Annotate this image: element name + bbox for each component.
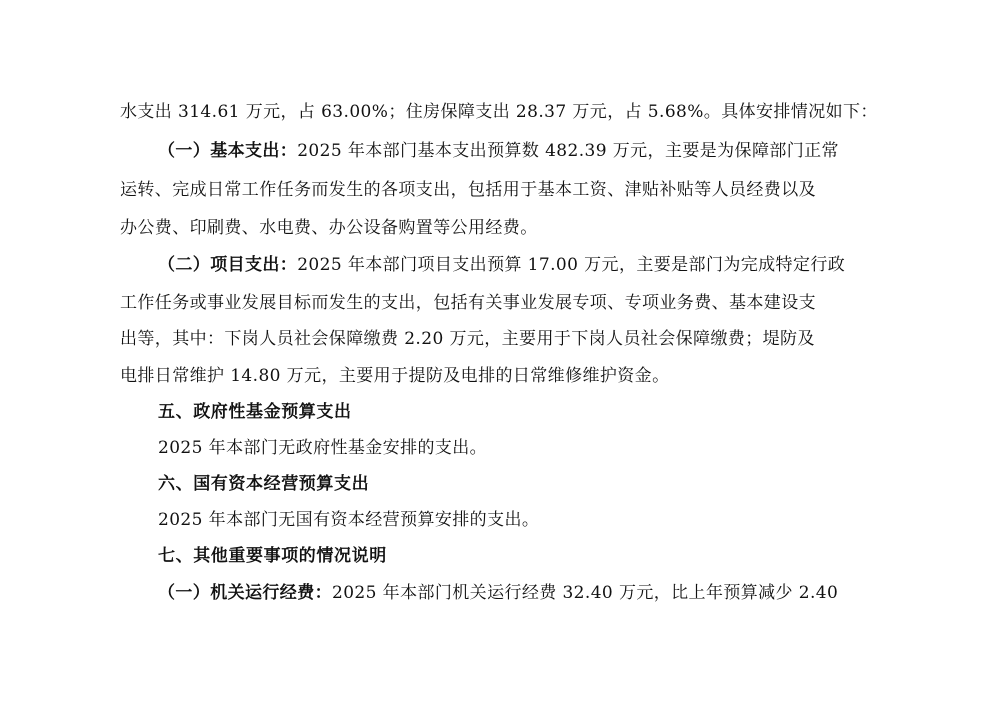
paragraph-line: 办公费、印刷费、水电费、办公设备购置等公用经费。 [120,218,538,238]
section-heading-government-fund: 五、政府性基金预算支出 [158,402,352,422]
paragraph-text: 2025 年本部门项目支出预算 17.00 万元，主要是部门为完成特定行政 [297,255,846,275]
paragraph-basic-expenditure [158,136,880,166]
paragraph-line: 电排日常维护 14.80 万元，主要用于提防及电排的日常维修维护资金。 [120,366,670,386]
paragraph-text: 2025 年本部门机关运行经费 32.40 万元，比上年预算减少 2.40 [332,583,839,603]
paragraph-line: 水支出 314.61 万元，占 63.00%；住房保障支出 28.37 万元，占 5.68%。具体安排情况如下： [120,102,878,122]
section-lead-operating-expenses: （一）机关运行经费： [158,583,332,603]
section-lead-project-expenditure: （二）项目支出： [158,255,298,275]
paragraph-line: 工作任务或事业发展目标而发生的支出，包括有关事业发展专项、专项业务费、基本建设支 [120,293,816,313]
section-heading-state-capital: 六、国有资本经营预算支出 [158,474,370,494]
paragraph-line: 运转、完成日常工作任务而发生的各项支出，包括用于基本工资、津贴补贴等人员经费以及 [120,180,816,200]
paragraph-line: 出等，其中：下岗人员社会保障缴费 2.20 万元，主要用于下岗人员社会保障缴费；堤防及 [120,329,815,349]
section-heading-other-matters: 七、其他重要事项的情况说明 [158,546,387,566]
paragraph-line: 2025 年本部门无政府性基金安排的支出。 [158,438,488,458]
section-lead-basic-expenditure: （一）基本支出： [158,141,298,161]
paragraph-line: 2025 年本部门无国有资本经营预算安排的支出。 [158,510,540,530]
paragraph-operating-expenses [158,578,880,608]
paragraph-project-expenditure [158,250,880,280]
paragraph-text: 2025 年本部门基本支出预算数 482.39 万元，主要是为保障部门正常 [297,141,839,161]
